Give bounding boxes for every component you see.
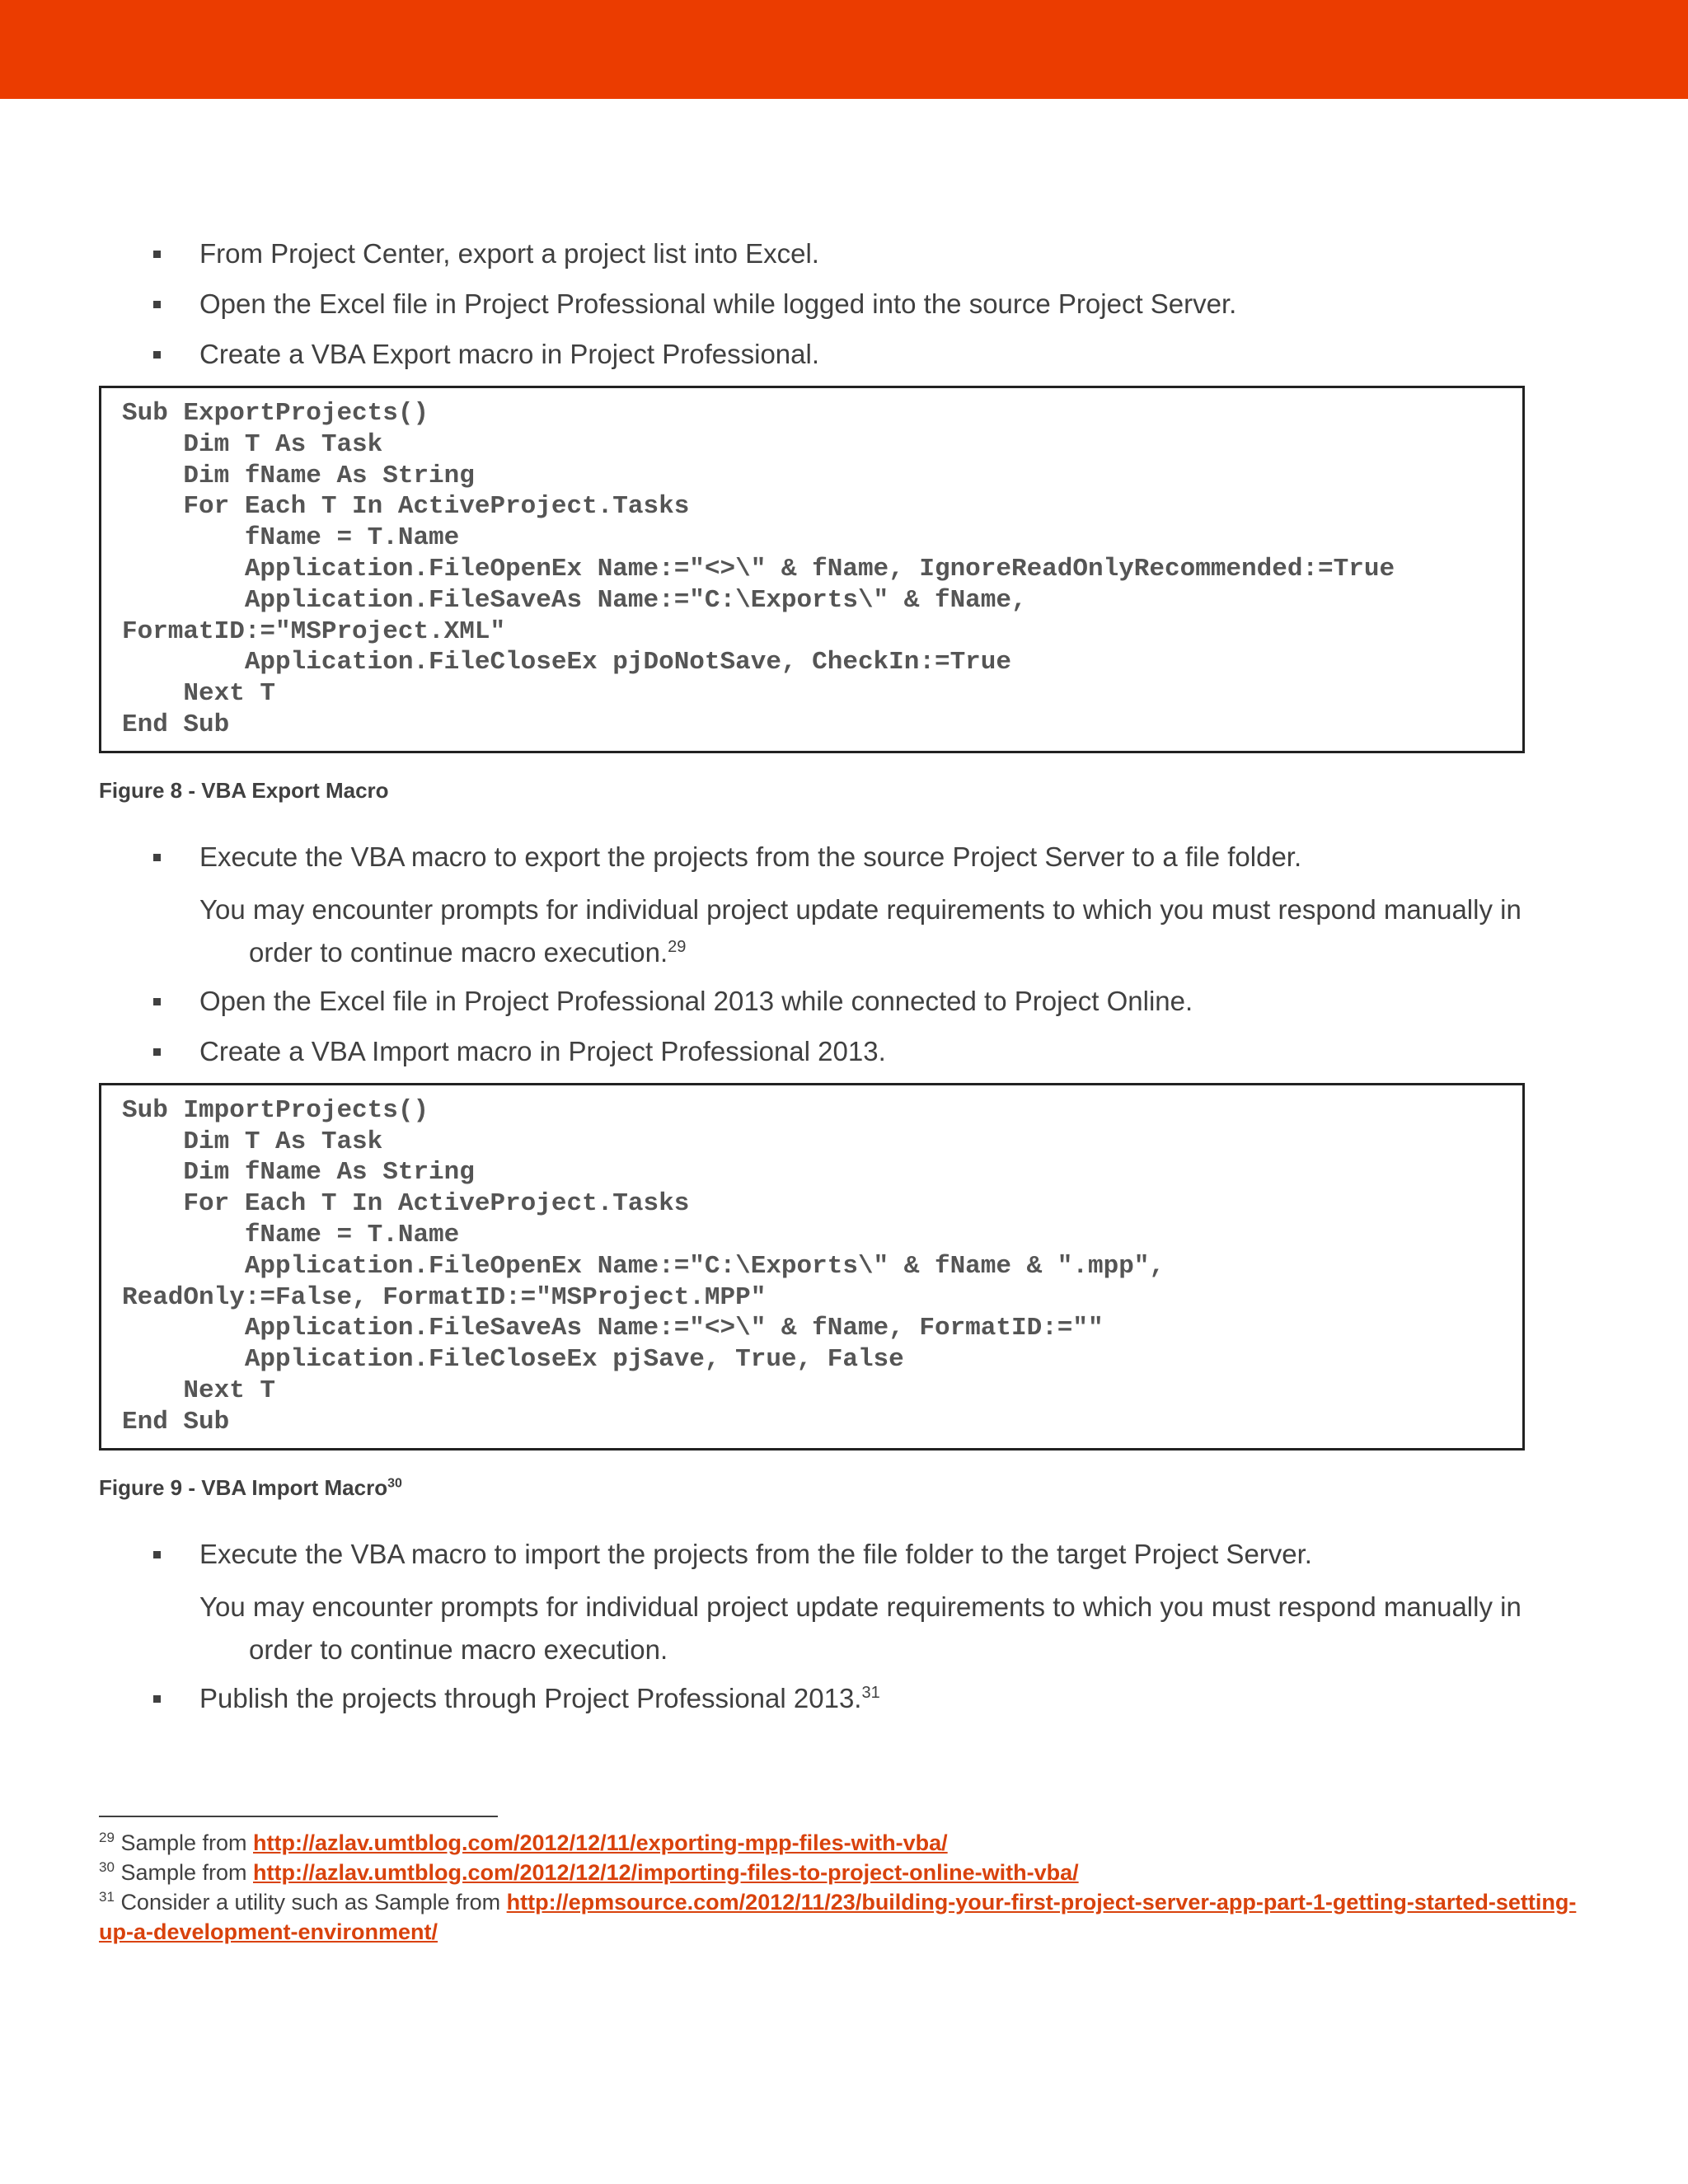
footnote: $^{30}$ Sample from http://azlav.umtblog.com/2012/12/12/importing-files-to-project-online-with-vba/ xyxy=(99,1859,1079,1885)
import-macro-code-block: Sub ImportProjects() Dim T As Task Dim fName As String For Each T In ActiveProject.Tasks fName = T.Name Application.FileOpenEx Name:="C:\Exports\" & fName & ".mpp", ReadOnly:=False, FormatID:="MSProject.MPP" Application.FileSaveAs Name:="<>\" & fName, FormatID:="" Application.FileCloseEx pjSave, True, False Next T End Sub xyxy=(99,1083,1525,1451)
footnote-ref[interactable]: 29 xyxy=(668,937,687,956)
list-item: Create a VBA Export macro in Project Professional. xyxy=(99,335,1589,373)
list-item: Open the Excel file in Project Professional while logged into the source Project Server. xyxy=(99,285,1589,323)
square-bullet-icon xyxy=(153,1551,161,1558)
list-item: Execute the VBA macro to export the projects from the source Project Server to a file folder. xyxy=(99,838,1589,876)
list-item: Create a VBA Import macro in Project Professional 2013. xyxy=(99,1033,1589,1071)
square-bullet-icon xyxy=(153,351,161,359)
square-bullet-icon xyxy=(153,251,161,258)
square-bullet-icon xyxy=(153,998,161,1005)
square-bullet-icon xyxy=(153,854,161,861)
footnote-separator xyxy=(99,1816,498,1817)
square-bullet-icon xyxy=(153,301,161,308)
footnote: $^{29}$ Sample from http://azlav.umtblog.com/2012/12/11/exporting-mpp-files-with-vba/ xyxy=(99,1830,948,1855)
footnote-link[interactable]: http://azlav.umtblog.com/2012/12/11/exporting-mpp-files-with-vba/ xyxy=(253,1830,948,1855)
footnote-ref[interactable]: 30 xyxy=(387,1475,402,1490)
figure-caption: Figure 9 - VBA Import Macro$^{30}$ xyxy=(99,1474,402,1500)
header-accent-band xyxy=(0,0,1688,99)
document-body xyxy=(99,235,1589,1730)
export-macro-code-block: Sub ExportProjects() Dim T As Task Dim fName As String For Each T In ActiveProject.Tasks fName = T.Name Application.FileOpenEx Name:="<>\" & fName, IgnoreReadOnlyRecommended:=True Application.FileSaveAs Name:="C:\Exports\" & fName, FormatID:="MSProject.XML" Application.FileCloseEx pjDoNotSave, CheckIn:=True Next T End Sub xyxy=(99,386,1525,753)
list-item: From Project Center, export a project list into Excel. xyxy=(99,235,1589,273)
footnotes xyxy=(99,1828,1582,1947)
note-paragraph: You may encounter prompts for individual project update requirements to which you must respond manually in order to continue macro execution.$^{29}$ xyxy=(199,893,1522,968)
square-bullet-icon xyxy=(153,1048,161,1056)
square-bullet-icon xyxy=(153,1695,161,1703)
list-item: Open the Excel file in Project Professional 2013 while connected to Project Online. xyxy=(99,982,1589,1020)
note-paragraph: You may encounter prompts for individual project update requirements to which you must respond manually in order to continue macro execution. xyxy=(199,1591,1522,1665)
figure-caption: Figure 8 - VBA Export Macro xyxy=(99,777,389,803)
footnote-ref[interactable]: 31 xyxy=(861,1683,880,1702)
footnote: $^{31}$ Consider a utility such as Sample from http://epmsource.com/2012/11/23/building-your-first-project-server-app-part-1-getting-started-setting-up-a-development-environment/ xyxy=(99,1889,1577,1944)
list-item: Publish the projects through Project Professional 2013.31 xyxy=(99,1680,1589,1718)
footnote-link[interactable]: http://azlav.umtblog.com/2012/12/12/importing-files-to-project-online-with-vba/ xyxy=(253,1860,1079,1885)
footnote-link[interactable]: http://epmsource.com/2012/11/23/building-your-first-project-server-app-part-1-getting-started-setting-up-a-development-environment/ xyxy=(99,1890,1577,1944)
list-item: Execute the VBA macro to import the projects from the file folder to the target Project Server. xyxy=(99,1535,1589,1573)
